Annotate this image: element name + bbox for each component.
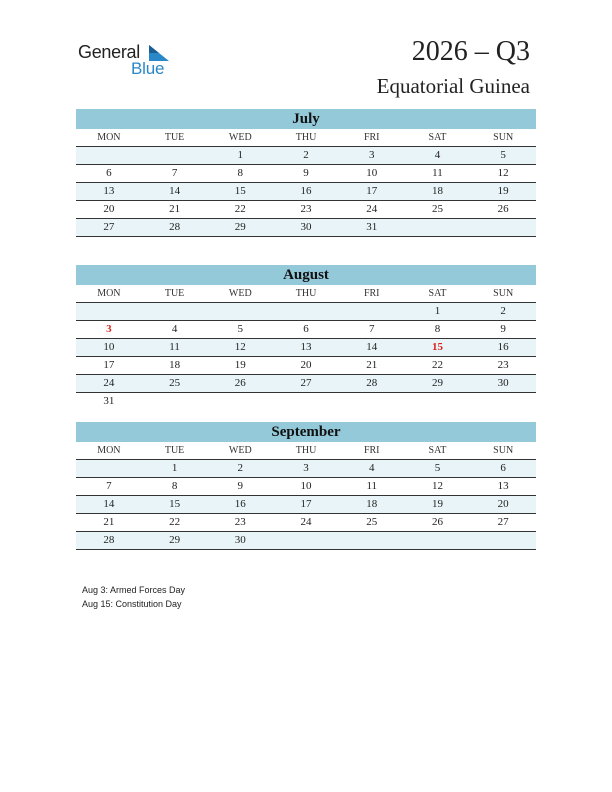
day-cell xyxy=(76,460,142,477)
holiday-day-cell: 15 xyxy=(431,341,443,353)
day-cell: 5 xyxy=(500,149,506,161)
weekday-label: THU xyxy=(295,132,317,143)
day-cell: 10 xyxy=(300,480,312,492)
holiday-note: Aug 15: Constitution Day xyxy=(82,599,182,609)
holiday-notes xyxy=(82,583,185,611)
month-header: August xyxy=(76,265,536,285)
weekday-label: SAT xyxy=(428,132,447,143)
day-cell: 6 xyxy=(106,167,112,179)
weekday-header-row xyxy=(76,285,536,303)
day-cell: 1 xyxy=(237,149,244,161)
day-cell: 12 xyxy=(431,480,443,492)
day-cell xyxy=(142,147,208,164)
month-header: September xyxy=(76,422,536,442)
day-cell: 2 xyxy=(500,305,506,317)
day-cell: 22 xyxy=(234,203,246,215)
day-cell: 1 xyxy=(171,462,178,474)
day-cell: 30 xyxy=(234,534,246,546)
weekday-label: TUE xyxy=(164,288,185,299)
day-cell: 16 xyxy=(234,498,246,510)
day-cell: 22 xyxy=(431,359,443,371)
week-row xyxy=(76,219,536,237)
day-cell xyxy=(470,532,536,549)
day-cell: 9 xyxy=(500,323,506,335)
day-cell: 14 xyxy=(169,185,181,197)
day-cell: 8 xyxy=(171,480,178,492)
day-cell: 23 xyxy=(234,516,246,528)
day-cell: 17 xyxy=(366,185,378,197)
day-cell: 11 xyxy=(432,167,443,179)
weekday-label: FRI xyxy=(363,445,380,456)
day-cell xyxy=(142,393,208,410)
day-cell: 31 xyxy=(103,395,115,407)
day-cell: 21 xyxy=(366,359,378,371)
generalblue-logo xyxy=(78,40,188,80)
weekday-label: MON xyxy=(97,132,121,143)
day-cell xyxy=(273,303,339,320)
day-cell: 30 xyxy=(300,221,312,233)
week-row xyxy=(76,375,536,393)
day-cell: 14 xyxy=(103,498,115,510)
day-cell xyxy=(142,303,208,320)
day-cell: 27 xyxy=(497,516,509,528)
day-cell: 28 xyxy=(169,221,181,233)
weekday-label: MON xyxy=(97,288,121,299)
weekday-label: SUN xyxy=(493,445,514,456)
day-cell: 24 xyxy=(366,203,378,215)
day-cell: 10 xyxy=(103,341,115,353)
day-cell: 8 xyxy=(237,167,244,179)
day-cell: 29 xyxy=(169,534,181,546)
day-cell xyxy=(405,219,471,236)
day-cell xyxy=(76,303,142,320)
day-cell: 17 xyxy=(300,498,312,510)
weekday-label: MON xyxy=(97,445,121,456)
day-cell: 5 xyxy=(434,462,441,474)
day-cell: 4 xyxy=(171,323,178,335)
holiday-day-cell: 3 xyxy=(106,323,112,335)
weekday-header-row xyxy=(76,129,536,147)
day-cell: 29 xyxy=(431,377,443,389)
day-cell: 20 xyxy=(103,203,115,215)
day-cell xyxy=(405,532,471,549)
day-cell: 4 xyxy=(434,149,441,161)
day-cell: 19 xyxy=(431,498,443,510)
weekday-label: TUE xyxy=(164,445,185,456)
week-row xyxy=(76,514,536,532)
day-cell xyxy=(339,393,405,410)
day-cell: 9 xyxy=(237,480,244,492)
day-cell: 24 xyxy=(300,516,312,528)
day-cell: 23 xyxy=(497,359,509,371)
logo-text-blue: Blue xyxy=(131,59,165,78)
day-cell: 23 xyxy=(300,203,312,215)
logo-text-general: General xyxy=(78,42,140,62)
week-row xyxy=(76,201,536,219)
day-cell: 7 xyxy=(368,323,375,335)
day-cell: 6 xyxy=(500,462,506,474)
day-cell: 19 xyxy=(497,185,509,197)
day-cell: 8 xyxy=(434,323,441,335)
day-cell: 17 xyxy=(103,359,115,371)
day-cell: 25 xyxy=(431,203,443,215)
week-row xyxy=(76,339,536,357)
weekday-label: FRI xyxy=(363,288,380,299)
weekday-label: WED xyxy=(228,132,252,143)
day-cell: 27 xyxy=(300,377,312,389)
day-cell: 1 xyxy=(434,305,441,317)
day-cell: 18 xyxy=(169,359,181,371)
day-cell: 6 xyxy=(303,323,309,335)
day-cell: 9 xyxy=(303,167,309,179)
day-cell: 28 xyxy=(103,534,115,546)
weekday-label: FRI xyxy=(363,132,380,143)
day-cell: 26 xyxy=(431,516,443,528)
day-cell: 13 xyxy=(497,480,509,492)
day-cell: 15 xyxy=(234,185,246,197)
weekday-label: WED xyxy=(228,445,252,456)
day-cell: 3 xyxy=(303,462,309,474)
day-cell: 28 xyxy=(366,377,378,389)
day-cell: 20 xyxy=(300,359,312,371)
day-cell: 10 xyxy=(366,167,378,179)
day-cell: 19 xyxy=(234,359,246,371)
country-name: Equatorial Guinea xyxy=(376,74,530,98)
page-title: 2026 – Q3 xyxy=(411,36,530,67)
week-row xyxy=(76,460,536,478)
weekday-label: TUE xyxy=(164,132,185,143)
day-cell: 24 xyxy=(103,377,115,389)
month-header: July xyxy=(76,109,536,129)
day-cell xyxy=(339,303,405,320)
weekday-label: SUN xyxy=(493,132,514,143)
week-row xyxy=(76,165,536,183)
day-cell xyxy=(470,219,536,236)
week-row xyxy=(76,478,536,496)
week-row xyxy=(76,321,536,339)
day-cell xyxy=(339,532,405,549)
day-cell: 20 xyxy=(497,498,509,510)
day-cell: 2 xyxy=(237,462,244,474)
week-row xyxy=(76,147,536,165)
day-cell: 18 xyxy=(366,498,378,510)
day-cell: 11 xyxy=(169,341,180,353)
day-cell: 26 xyxy=(497,203,509,215)
day-cell: 21 xyxy=(103,516,115,528)
day-cell: 25 xyxy=(169,377,181,389)
day-cell: 30 xyxy=(497,377,509,389)
day-cell: 11 xyxy=(366,480,378,492)
weekday-label: SAT xyxy=(428,445,447,456)
day-cell: 7 xyxy=(171,167,178,179)
weekday-header-row xyxy=(76,442,536,460)
day-cell xyxy=(207,303,273,320)
day-cell: 31 xyxy=(366,221,378,233)
day-cell: 2 xyxy=(303,149,309,161)
day-cell xyxy=(405,393,471,410)
day-cell: 16 xyxy=(300,185,312,197)
weekday-label: SAT xyxy=(428,288,447,299)
day-cell: 16 xyxy=(497,341,509,353)
day-cell: 18 xyxy=(431,185,443,197)
day-cell: 27 xyxy=(103,221,115,233)
day-cell: 21 xyxy=(169,203,181,215)
day-cell: 12 xyxy=(234,341,246,353)
day-cell: 15 xyxy=(169,498,181,510)
day-cell: 5 xyxy=(237,323,244,335)
day-cell xyxy=(76,147,142,164)
weekday-label: THU xyxy=(295,445,317,456)
month-august xyxy=(76,265,536,410)
weekday-label: THU xyxy=(295,288,317,299)
day-cell: 25 xyxy=(366,516,378,528)
day-cell: 3 xyxy=(368,149,375,161)
holiday-note: Aug 3: Armed Forces Day xyxy=(82,585,186,595)
week-row xyxy=(76,183,536,201)
day-cell: 29 xyxy=(234,221,246,233)
week-row xyxy=(76,532,536,550)
day-cell xyxy=(207,393,273,410)
day-cell xyxy=(273,393,339,410)
month-july xyxy=(76,109,536,237)
weekday-label: SUN xyxy=(493,288,514,299)
day-cell: 12 xyxy=(497,167,509,179)
day-cell: 26 xyxy=(234,377,246,389)
day-cell: 22 xyxy=(169,516,181,528)
month-september xyxy=(76,422,536,550)
day-cell: 13 xyxy=(300,341,312,353)
day-cell: 4 xyxy=(368,462,375,474)
day-cell: 13 xyxy=(103,185,115,197)
day-cell xyxy=(470,393,536,410)
day-cell: 7 xyxy=(106,480,112,492)
weekday-label: WED xyxy=(228,288,252,299)
week-row xyxy=(76,393,536,410)
day-cell: 14 xyxy=(366,341,378,353)
week-row xyxy=(76,357,536,375)
week-row xyxy=(76,303,536,321)
day-cell xyxy=(273,532,339,549)
week-row xyxy=(76,496,536,514)
